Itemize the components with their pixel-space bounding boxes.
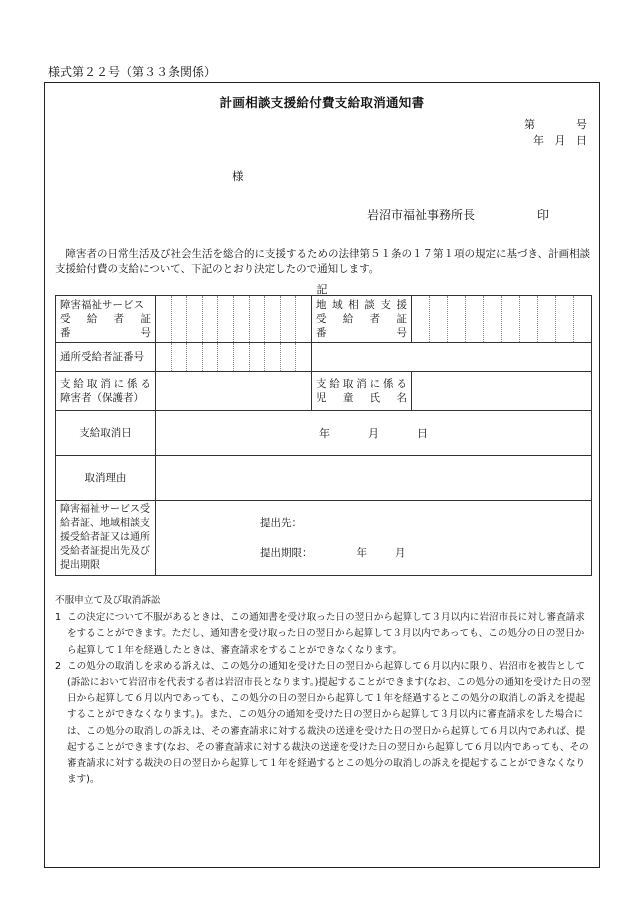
label-tsusho-cert-number: 通所受給者証番号 [56,343,156,372]
document-number [524,116,587,132]
tsusho-cert-number-input[interactable] [156,343,312,372]
submission-destination[interactable] [260,508,591,538]
label-line: 番 号 [60,327,151,339]
issuer-name: 岩沼市福祉事務所長 [367,208,476,222]
submission-deadline[interactable] [260,538,591,568]
document-title: 計画相談支援給付費支給取消通知書 [219,95,425,110]
ki-heading: 記 [316,283,328,296]
label-regional-cert-number [312,296,412,343]
appeal-item [55,610,593,659]
notice-form-frame [44,82,600,868]
label-service-cert-number [56,296,156,343]
appeal-item [55,659,593,789]
cancel-date-input[interactable] [156,411,592,456]
label-line: 受 給 者 証 [316,313,407,325]
seal-mark: 印 [537,208,550,222]
label-line: 支 給 取 消 に 係 る [316,378,407,390]
label-line: 児 童 氏 名 [316,392,407,404]
deadline-label: 提出期限： [260,547,313,559]
form-id: 様式第２２号（第３３条関係） [48,65,217,79]
row2-blank [312,343,592,372]
date-day-label: 日 [576,134,587,147]
dest-label: 提出先： [260,517,302,529]
appeal-item-number: 2 [55,660,62,672]
addressee-suffix: 様 [232,169,244,183]
date-year-label: 年 [533,134,544,147]
deadline-month: 月 [395,547,406,559]
appeal-item-text: この処分の取消しを求める訴えは、この処分の通知を受けた日の翌日から起算して６月以内に限り、岩沼市を被告として(訴訟において岩沼市を代表する者は岩沼市長となります。)提起することができます(なお、この処分の通知を受けた日の翌日から起算して６月以内であっても、この処分の日の翌日から起算して１年を経過するとこの処分の取消しの訴えを提起することができなくなります。)。また、この処分の通知を受けた日の翌日から起算して３月以内に審査請求をした場合には、この処分の取消しの訴えは、その審査請求に対する裁決の送達を受けた日の翌日から起算して６月以内であれば、提起することができます(なお、その審査請求に対する裁決の送達を受けた日の翌日から起算して６月以内であっても、その審査請求に対する裁決の日の翌日から起算して１年を経過するとこの処分の取消しの訴えを提起することができなくなります)。 [67,660,591,786]
label-guardian-name [56,372,156,411]
label-line: 障害福祉サービス [60,299,144,311]
label-cancel-date: 支給取消日 [56,411,156,456]
appeal-item-number: 1 [55,612,62,624]
label-line: 番 号 [316,327,407,339]
cancel-reason-input[interactable] [156,456,592,501]
regional-cert-number-input[interactable] [412,296,592,343]
child-name-input[interactable] [412,372,592,411]
appeal-section [55,593,593,788]
appeal-heading: 不服申立て及び取消訴訟 [55,595,161,606]
issue-date [533,132,587,148]
label-line: 受 給 者 証 [60,313,151,325]
details-table [55,295,592,576]
label-cancel-reason: 取消理由 [56,456,156,501]
appeal-item-text: この決定について不服があるときは、この通知書を受け取った日の翌日から起算して３月以内に岩沼市長に対し審査請求をすることができます。ただし、通知書を受け取った日の翌日から起算して３月以内であっても、この処分の日の翌日から起算して１年を経過したときは、審査請求をすることができなくなります。 [67,612,585,656]
cancel-date-year: 年 [319,427,330,440]
date-month-label: 月 [554,134,566,147]
label-submission: 障害福祉サービス受給者証、地域相談支援受給者証又は通所受給者証提出先及び提出期限 [56,501,156,576]
guardian-name-input[interactable] [156,372,312,411]
deadline-year: 年 [356,547,367,559]
label-child-name [312,372,412,411]
number-prefix: 第 [524,118,535,131]
cancel-date-month: 月 [368,427,379,440]
service-cert-number-input[interactable] [156,296,312,343]
label-line: 地 域 相 談 支 援 [316,299,407,311]
cancel-date-day: 日 [417,427,428,440]
intro-paragraph: 障害者の日常生活及び社会生活を総合的に支援するための法律第５１条の１７第１項の規定に基づき、計画相談支援給付費の支給について、下記のとおり決定したので通知します。 [55,248,591,275]
label-line: 支 給 取 消 に 係 る [60,378,151,390]
submission-details [156,501,592,576]
label-line: 障害者（保護者） [60,392,144,404]
number-suffix: 号 [576,118,587,131]
